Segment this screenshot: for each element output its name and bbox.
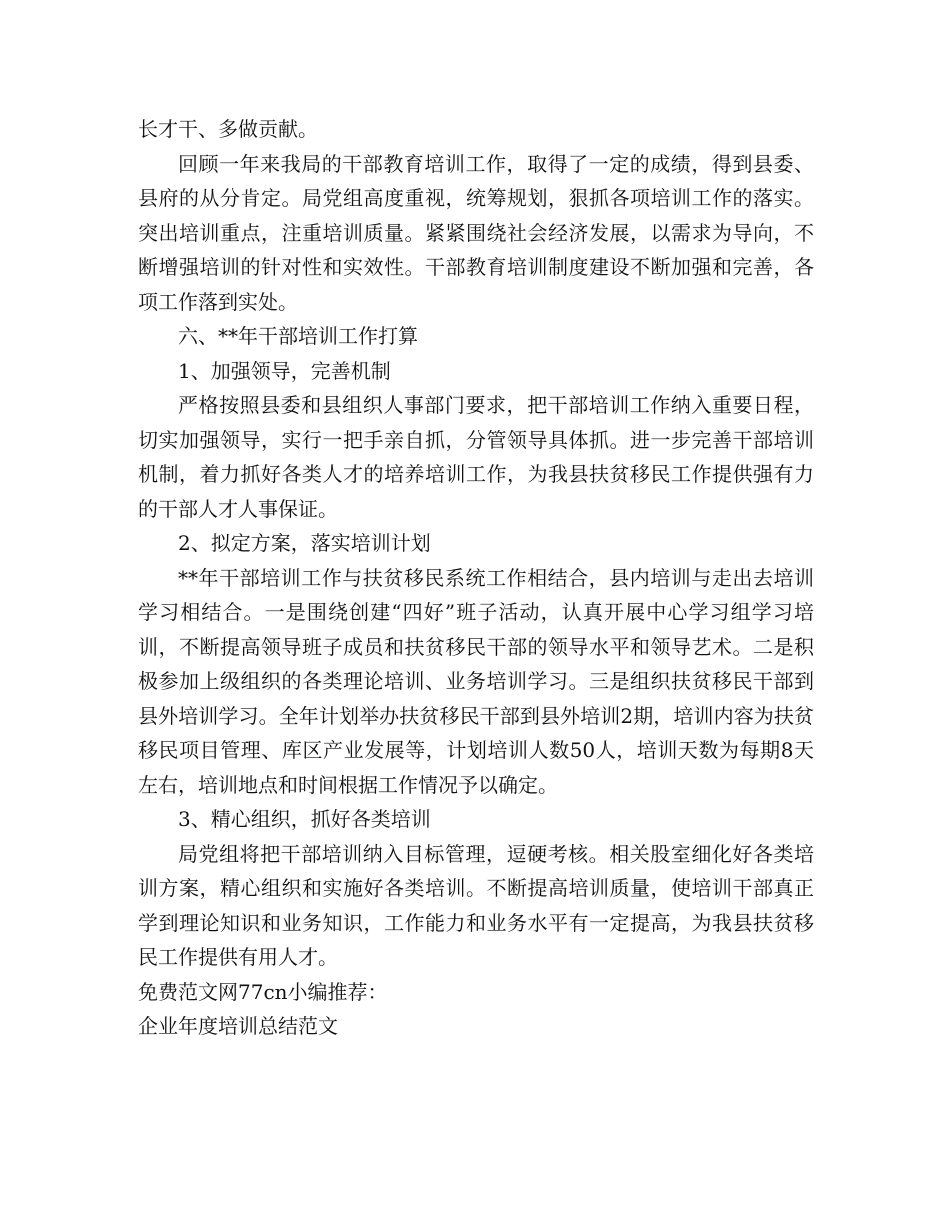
paragraph-organize: 局党组将把干部培训纳入目标管理，逗硬考核。相关股室细化好各类培训方案，精心组织和实施好各类培训。不断提高培训质量，使培训干部真正学到理论知识和业务知识，工作能力和业务水平有一定提高，为我县扶贫移民工作提供有用人才。 [138, 841, 814, 969]
paragraph-leadership: 严格按照县委和县组织人事部门要求，把干部培训工作纳入重要日程，切实加强领导，实行一把手亲自抓，分管领导具体抓。进一步完善干部培训机制，着力抓好各类人才的培养培训工作，为我县扶贫移民工作提供强有力的干部人才人事保证。 [138, 393, 814, 521]
subheading-leadership: 1、加强领导，完善机制 [178, 358, 391, 383]
paragraph-continuation: 长才干、多做贡献。 [138, 117, 318, 141]
paragraph-training-plan: **年干部培训工作与扶贫移民系统工作相结合，县内培训与走出去培训学习相结合。一是围绕创建“四好”班子活动，认真开展中心学习组学习培训，不断提高领导班子成员和扶贫移民干部的领导水平和领导艺术。二是积极参加上级组织的各类理论培训、业务培训学习。三是组织扶贫移民干部到县外培训学习。全年计划举办扶贫移民干部到县外培训2期，培训内容为扶贫移民项目管理、库区产业发展等，计划培训人数50人，培训天数为每期8天左右，培训地点和时间根据工作情况予以确定。 [138, 565, 814, 797]
document-body [138, 112, 814, 1044]
subheading-training-plan: 2、拟定方案，落实培训计划 [178, 531, 431, 555]
subheading-organize: 3、精心组织，抓好各类培训 [178, 807, 431, 831]
recommendation-note: 免费范文网77cn小编推荐： [138, 979, 388, 1004]
recommended-article-link[interactable]: 企业年度培训总结范文 [138, 1014, 338, 1038]
paragraph-review: 回顾一年来我局的干部教育培训工作，取得了一定的成绩，得到县委、县府的从分肯定。局党组高度重视，统筹规划，狠抓各项培训工作的落实。突出培训重点，注重培训质量。紧紧围绕社会经济发展，以需求为导向，不断增强培训的针对性和实效性。干部教育培训制度建设不断加强和完善，各项工作落到实处。 [138, 151, 814, 314]
section-heading-plan: 六、**年干部培训工作打算 [178, 324, 418, 348]
